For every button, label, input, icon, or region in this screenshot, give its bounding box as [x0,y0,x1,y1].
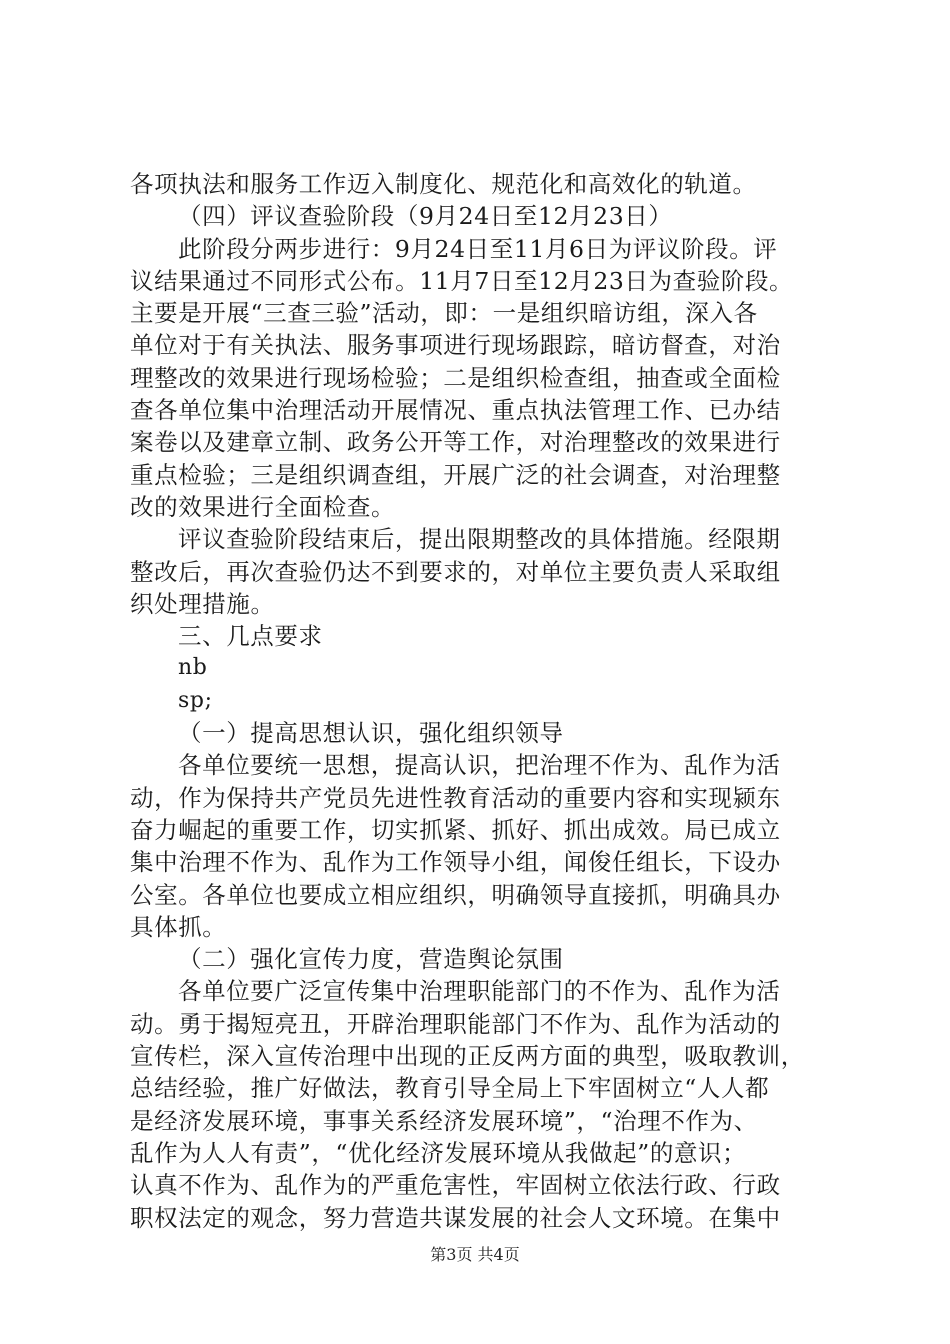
text-line: 整改后，再次查验仍达不到要求的，对单位主要负责人采取组 [130,557,781,586]
text-line: 动。勇于揭短亮丑，开辟治理职能部门不作为、乱作为活动的 [130,1009,781,1038]
text-line: 重点检验；三是组织调查组，开展广泛的社会调查，对治理整 [130,460,781,489]
document-body [130,168,860,1234]
text-line: 单位对于有关执法、服务事项进行现场跟踪，暗访督查，对治 [130,331,781,360]
text-line: 此阶段分两步进行：9月24日至11月6日为评议阶段。评 [178,234,778,263]
text-line: （四）评议查验阶段（9月24日至12月23日） [178,202,673,231]
text-line: 改的效果进行全面检查。 [130,492,396,521]
text-line: 动，作为保持共产党员先进性教育活动的重要内容和实现颍东 [130,783,781,812]
text-line: 各单位要广泛宣传集中治理职能部门的不作为、乱作为活 [178,977,781,1006]
page-footer: 第3页 共4页 [430,1245,520,1264]
text-line: 是经济发展环境，事事关系经济发展环境”，“治理不作为、 [130,1106,758,1135]
text-line: 三、几点要求 [178,622,323,651]
text-line: 总结经验，推广好做法，教育引导全局上下牢固树立“人人都 [130,1074,770,1103]
text-line: 主要是开展“三查三验”活动，即：一是组织暗访组，深入各 [130,299,758,328]
text-line: 议结果通过不同形式公布。11月7日至12月23日为查验阶段。 [130,266,794,295]
text-line: 认真不作为、乱作为的严重危害性，牢固树立依法行政、行政 [130,1171,781,1200]
text-line: nb [178,655,208,681]
text-line: 查各单位集中治理活动开展情况、重点执法管理工作、已办结 [130,396,781,425]
text-line: sp; [178,687,213,713]
text-line: （二）强化宣传力度，营造舆论氛围 [178,945,564,974]
text-line: 公室。各单位也要成立相应组织，明确领导直接抓，明确具办 [130,880,781,909]
text-line: 职权法定的观念，努力营造共谋发展的社会人文环境。在集中 [130,1203,781,1232]
text-line: 案卷以及建章立制、政务公开等工作，对治理整改的效果进行 [130,428,781,457]
text-line: 评议查验阶段结束后，提出限期整改的具体措施。经限期 [178,525,781,554]
text-line: （一）提高思想认识，强化组织领导 [178,719,564,748]
text-line: 奋力崛起的重要工作，切实抓紧、抓好、抓出成效。局已成立 [130,815,781,844]
text-line: 集中治理不作为、乱作为工作领导小组，闻俊任组长，下设办 [130,848,781,877]
text-line: 织处理措施。 [130,589,275,618]
text-line: 理整改的效果进行现场检验；二是组织检查组，抽查或全面检 [130,363,781,392]
text-line: 宣传栏，深入宣传治理中出现的正反两方面的典型，吸取教训， [130,1042,805,1071]
text-line: 各项执法和服务工作迈入制度化、规范化和高效化的轨道。 [130,170,757,198]
text-line: 各单位要统一思想，提高认识，把治理不作为、乱作为活 [178,751,781,780]
text-line: 具体抓。 [130,912,227,941]
text-line: 乱作为人人有责”，“优化经济发展环境从我做起”的意识； [130,1138,747,1167]
